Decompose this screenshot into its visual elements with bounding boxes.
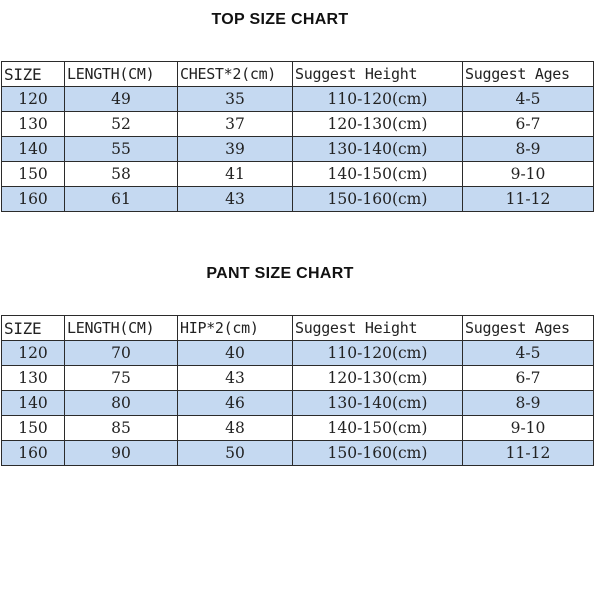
column-header: Suggest Ages: [463, 316, 594, 341]
table-cell: 9-10: [463, 162, 594, 187]
table-cell: 70: [65, 341, 178, 366]
table-cell: 120: [2, 87, 65, 112]
table-row: [2, 87, 594, 112]
table-cell: 130-140(cm): [293, 391, 463, 416]
table-row: [2, 187, 594, 212]
table-cell: 140: [2, 391, 65, 416]
table-cell: 40: [178, 341, 293, 366]
table-cell: 58: [65, 162, 178, 187]
table-cell: 6-7: [463, 112, 594, 137]
table-cell: 8-9: [463, 391, 594, 416]
table-row: [2, 162, 594, 187]
table-cell: 4-5: [463, 341, 594, 366]
table-row: [2, 112, 594, 137]
column-header: Suggest Height: [293, 62, 463, 87]
table-header-row: [2, 62, 594, 87]
pant-size-chart-title: PANT SIZE CHART: [206, 265, 354, 282]
table-cell: 150: [2, 416, 65, 441]
table-cell: 140: [2, 137, 65, 162]
table-cell: 130: [2, 112, 65, 137]
pant-size-table: [1, 315, 594, 466]
table-cell: 6-7: [463, 366, 594, 391]
table-cell: 37: [178, 112, 293, 137]
table-cell: 120: [2, 341, 65, 366]
table-cell: 49: [65, 87, 178, 112]
column-header: LENGTH(CM): [65, 62, 178, 87]
column-header: LENGTH(CM): [65, 316, 178, 341]
table-cell: 90: [65, 441, 178, 466]
column-header: SIZE: [2, 62, 65, 87]
table-cell: 130-140(cm): [293, 137, 463, 162]
table-cell: 140-150(cm): [293, 162, 463, 187]
table-cell: 110-120(cm): [293, 87, 463, 112]
table-row: [2, 416, 594, 441]
table-cell: 130: [2, 366, 65, 391]
table-row: [2, 366, 594, 391]
table-cell: 120-130(cm): [293, 366, 463, 391]
table-cell: 55: [65, 137, 178, 162]
table-cell: 75: [65, 366, 178, 391]
top-size-table: [1, 61, 594, 212]
table-cell: 35: [178, 87, 293, 112]
column-header: Suggest Ages: [463, 62, 594, 87]
table-cell: 160: [2, 441, 65, 466]
table-cell: 48: [178, 416, 293, 441]
table-cell: 85: [65, 416, 178, 441]
table-cell: 150-160(cm): [293, 441, 463, 466]
table-cell: 50: [178, 441, 293, 466]
table-cell: 46: [178, 391, 293, 416]
table-cell: 41: [178, 162, 293, 187]
table-cell: 8-9: [463, 137, 594, 162]
table-cell: 11-12: [463, 441, 594, 466]
table-cell: 160: [2, 187, 65, 212]
top-size-chart-title: TOP SIZE CHART: [211, 11, 349, 28]
table-cell: 120-130(cm): [293, 112, 463, 137]
table-row: [2, 391, 594, 416]
table-cell: 150: [2, 162, 65, 187]
table-cell: 4-5: [463, 87, 594, 112]
table-cell: 80: [65, 391, 178, 416]
table-row: [2, 341, 594, 366]
table-cell: 110-120(cm): [293, 341, 463, 366]
table-cell: 9-10: [463, 416, 594, 441]
table-cell: 43: [178, 187, 293, 212]
table-cell: 52: [65, 112, 178, 137]
column-header: SIZE: [2, 316, 65, 341]
column-header: CHEST*2(cm): [178, 62, 293, 87]
table-row: [2, 441, 594, 466]
table-row: [2, 137, 594, 162]
table-cell: 43: [178, 366, 293, 391]
column-header: HIP*2(cm): [178, 316, 293, 341]
table-cell: 150-160(cm): [293, 187, 463, 212]
table-cell: 61: [65, 187, 178, 212]
table-header-row: [2, 316, 594, 341]
table-cell: 39: [178, 137, 293, 162]
table-cell: 140-150(cm): [293, 416, 463, 441]
table-cell: 11-12: [463, 187, 594, 212]
column-header: Suggest Height: [293, 316, 463, 341]
